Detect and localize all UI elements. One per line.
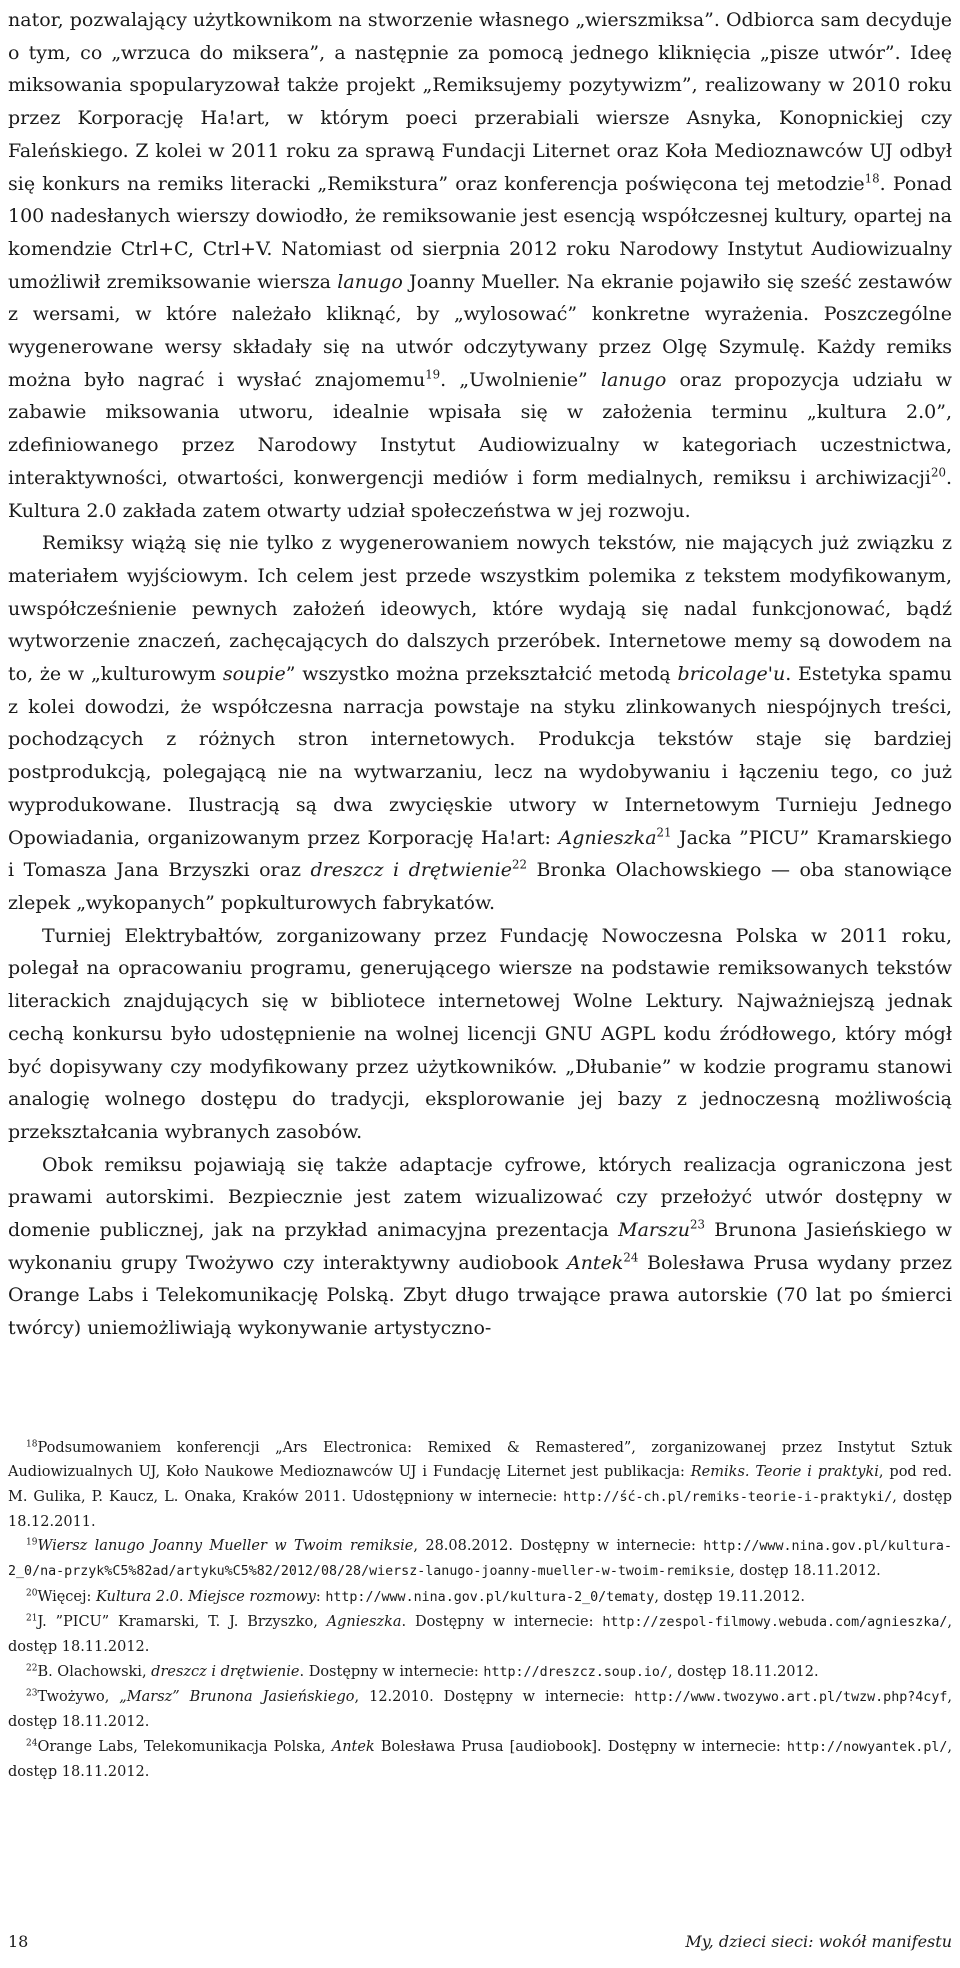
url-text: http://www.nina.gov.pl/kultura-2_0/tematy xyxy=(325,1589,655,1605)
footnote-marker: 20 xyxy=(26,1588,38,1599)
footnote-marker: 23 xyxy=(690,1217,705,1232)
footnote-marker: 24 xyxy=(26,1738,38,1748)
text-run: Turniej Elektrybałtów, zorganizowany przez Fundację Nowoczesna Polska w 2011 roku, polegał na opracowaniu programu, generującego wiersze na podstawie remiksowanych tekstów literackich znajdujących się w bibliotece internetowej Wolne Lektury. Najważniejszą jednak cechą konkursu było udostępnienie na wolnej licencji GNU AGPL kodu źródłowego, który mógł być dopisywany czy modyfikowany przez użytkowników. „Dłubanie” w kodzie programu stanowi analogię wolnego dostępu do tradycji, eksplorowanie jej bazy z jednoczesną możliwością przekształcania wybranych zasobów. xyxy=(8,924,952,1143)
footnote-marker: 19 xyxy=(425,367,441,382)
italic-text: Remiks. Teorie i praktyki xyxy=(690,1464,879,1481)
text-run: Podsumowaniem konferencji „Ars Electronica: Remixed & Remastered”, zorganizowanej przez Instytut Sztuk Audiowizualnych UJ, Koło Naukowe Medioznawców UJ i Fundację Liternet jest publikacja: xyxy=(8,1440,952,1481)
page-number: 18 xyxy=(8,1932,29,1951)
text-run: . „Uwolnienie” xyxy=(440,368,601,391)
text-run: ” wszystko można przekształcić metodą xyxy=(285,663,678,686)
footnote xyxy=(8,1585,952,1610)
footnote-marker: 18 xyxy=(26,1439,38,1450)
italic-text: Wiersz lanugo Joanny Mueller w Twoim remiksie xyxy=(37,1538,414,1555)
url-text: http://www.nina.gov.pl/kultura-2_0/na-przyk%C5%82ad/artyku%C5%82/2012/08/28/wiersz-lanugo-joanny-mueller-w-twoim-remiksie xyxy=(8,1539,952,1580)
body-paragraph xyxy=(8,1149,952,1345)
italic-text: Agnieszka xyxy=(558,826,657,849)
text-run: Orange Labs, Telekomunikacja Polska, xyxy=(37,1738,332,1755)
italic-text: Kultura 2.0. Miejsce rozmowy xyxy=(96,1588,316,1605)
text-run: , dostęp 19.11.2012. xyxy=(654,1588,805,1605)
footnote xyxy=(8,1735,952,1785)
footnote-marker: 23 xyxy=(26,1688,38,1699)
footnote-marker: 21 xyxy=(656,825,672,840)
text-run: : xyxy=(315,1588,326,1605)
text-run: , dostęp 18.11.2012. xyxy=(730,1563,881,1580)
italic-text: „Marsz” Brunona Jasieńskiego xyxy=(119,1688,355,1705)
url-text: http://zespol-filmowy.webuda.com/agnieszka/ xyxy=(602,1615,948,1631)
footnote-marker: 19 xyxy=(26,1537,38,1548)
text-run: . Estetyka spamu z kolei dowodzi, że współczesna narracja powstaje na styku zlinkowanych niespójnych treści, pochodzących z różnych stron internetowych. Produkcja tekstów staje się bardziej postprodukcją, polegającą nie na wytwarzaniu, lecz na wydobywaniu i łączeniu tego, co już wyprodukowane. Ilustracją są dwa zwycięskie utwory w Internetowym Turnieju Jednego Opowiadania, organizowanym przez Korporację Ha!art: xyxy=(8,663,953,849)
italic-text: Marszu xyxy=(618,1219,690,1242)
italic-text: lanugo xyxy=(337,270,403,293)
text-run: . Dostępny w internecie: xyxy=(401,1614,603,1631)
text-run: Jacka ”PICU” Kramarskiego i Tomasza Jana Brzyszki oraz xyxy=(8,826,952,882)
text-run: oraz propozycja udziału w zabawie miksowania utworu, idealnie wpisała się w założenia terminu „kultura 2.0”, zdefiniowanego przez Narodowy Instytut Audiowizualny w kategoriach uczestnictwa, interaktywności, otwartości, konwergencji mediów i form medialnych, remiksu i archiwizacji xyxy=(8,368,953,489)
italic-text: bricolage'u xyxy=(677,663,786,686)
italic-text: lanugo xyxy=(600,368,667,391)
footnote xyxy=(8,1436,952,1534)
italic-text: Antek xyxy=(331,1738,375,1755)
text-run: Bolesława Prusa [audiobook]. Dostępny w internecie: xyxy=(374,1738,787,1755)
text-run: Bolesława Prusa wydany przez Orange Labs i Telekomunikację Polską. Zbyt długo trwające prawa autorskie (70 lat po śmierci twórcy) uniemożliwiają wykonywanie artystyczno- xyxy=(8,1251,952,1340)
footnote-marker: 22 xyxy=(511,857,527,872)
running-title: My, dzieci sieci: wokół manifestu xyxy=(685,1932,952,1951)
text-run: B. Olachowski, xyxy=(37,1663,152,1680)
text-run: . Dostępny w internecie: xyxy=(299,1663,484,1680)
italic-text: Agnieszka xyxy=(326,1614,402,1631)
text-run: , 12.2010. Dostępny w internecie: xyxy=(354,1688,635,1705)
text-run: Bronka Olachowskiego — oba stanowiące zlepek „wykopanych” popkulturowych fabrykatów. xyxy=(8,859,952,914)
footnote xyxy=(8,1660,952,1685)
text-run: , dostęp 18.11.2012. xyxy=(667,1663,819,1680)
text-run: J. ”PICU” Kramarski, T. J. Brzyszko, xyxy=(37,1614,327,1631)
text-run: , dostęp 18.12.2011. xyxy=(8,1488,952,1530)
footnote-marker: 22 xyxy=(26,1663,38,1674)
text-run: , 28.08.2012. Dostępny w internecie: xyxy=(413,1538,704,1555)
text-run: Obok remiksu pojawiają się także adaptacje cyfrowe, których realizacja ograniczona jest prawami autorskimi. Bezpiecznie jest zatem wizualizować czy przełożyć utwór dostępny w domenie publicznej, jak na przykład animacyjna prezentacja xyxy=(8,1153,952,1242)
italic-text: dreszcz i drętwienie xyxy=(310,859,512,882)
footnote-marker: 24 xyxy=(623,1250,639,1265)
italic-text: dreszcz i drętwienie xyxy=(151,1663,300,1680)
url-text: http://www.twozywo.art.pl/twzw.php?4cyf xyxy=(634,1689,948,1705)
footnote xyxy=(8,1685,952,1735)
footnote-marker: 21 xyxy=(26,1613,38,1624)
text-run: Brunona Jasieńskiego w wykonaniu grupy Twożywo czy interaktywny audiobook xyxy=(8,1219,953,1274)
main-text xyxy=(8,4,952,1345)
body-paragraph xyxy=(8,920,952,1149)
text-run: Więcej: xyxy=(37,1588,96,1605)
url-text: http://dreszcz.soup.io/ xyxy=(483,1664,668,1680)
italic-text: Antek xyxy=(566,1251,624,1274)
text-run: , dostęp 18.11.2012. xyxy=(8,1688,952,1731)
text-run: Twożywo, xyxy=(37,1688,120,1705)
text-run: , dostęp 18.11.2012. xyxy=(8,1738,953,1780)
italic-text: soupie xyxy=(222,663,286,686)
footnote-marker: 18 xyxy=(864,171,880,186)
body-paragraph xyxy=(8,527,952,919)
text-run: Remiksy wiążą się nie tylko z wygenerowaniem nowych tekstów, nie mających już związku z materiałem wyjściowym. Ich celem jest przede wszystkim polemika z tekstem modyfikowanym, uwspółcześnienie pewnych założeń ideowych, które wydają się nadal funkcjonować, bądź wytworzenie znaczeń, zachęcających do dalszych przeróbek. Internetowe memy są dowodem na to, że w „kulturowym xyxy=(8,532,952,686)
body-paragraph xyxy=(8,4,952,527)
footnote xyxy=(8,1610,952,1660)
footnotes xyxy=(8,1436,952,1784)
text-run: . Kultura 2.0 zakłada zatem otwarty udział społeczeństwa w jej rozwoju. xyxy=(8,466,952,522)
footnote xyxy=(8,1534,952,1585)
text-run: , dostęp 18.11.2012. xyxy=(8,1614,953,1656)
text-run: nator, pozwalający użytkownikom na stworzenie własnego „wierszmiksa”. Odbiorca sam decyduje o tym, co „wrzuca do miksera”, a następnie za pomocą jednego kliknięcia „pisze utwór”. Ideę miksowania spopularyzował także projekt „Remiksujemy pozytywizm”, realizowany w 2010 roku przez Korporację Ha!art, w którym poeci przerabiali wiersze Asnyka, Konopnickiej czy Faleńskiego. Z kolei w 2011 roku za sprawą Fundacji Liternet oraz Koła Medioznawców UJ odbył się konkurs na remiks literacki „Remikstura” oraz konferencja poświęcona tej metodzie xyxy=(8,9,952,195)
text-run: Joanny Mueller. Na ekranie pojawiło się sześć zestawów z wersami, w które należało kliknąć, by „wylosować” konkretne wyrażenia. Poszczególne wygenerowane wersy składały się na utwór odczytywany przez Olgę Szymulę. Każdy remiks można było nagrać i wysłać znajomemu xyxy=(8,270,952,391)
url-text: http://ść-ch.pl/remiks-teorie-i-praktyki/ xyxy=(563,1489,893,1505)
text-run: , pod red. M. Gulika, P. Kaucz, L. Onaka, Kraków 2011. Udostępniony w internecie: xyxy=(8,1464,953,1505)
url-text: http://nowyantek.pl/ xyxy=(786,1739,948,1755)
footnote-marker: 20 xyxy=(930,465,946,480)
text-run: . Ponad 100 nadesłanych wierszy dowiodło, że remiksowanie jest esencją współczesnej kultury, opartej na komendzie Ctrl+C, Ctrl+V. Natomiast od sierpnia 2012 roku Narodowy Instytut Audiowizualny umożliwił zremiksowanie wiersza xyxy=(8,172,952,293)
